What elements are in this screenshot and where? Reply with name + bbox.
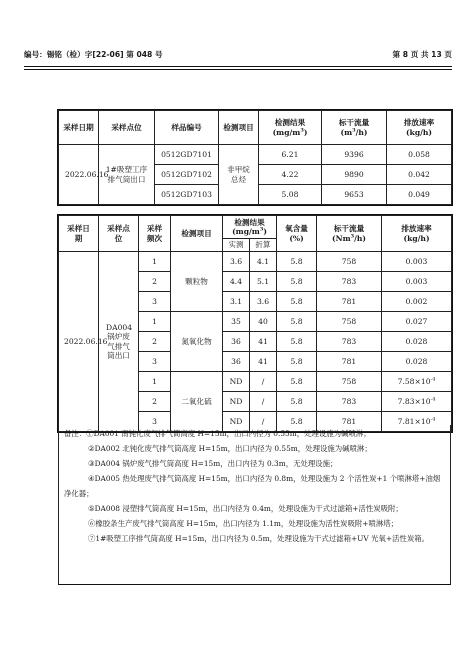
oxygen-value: 5.8 — [277, 412, 317, 432]
measured-value: 35 — [223, 312, 250, 332]
header-rule-thick — [24, 66, 452, 67]
frequency: 1 — [139, 312, 171, 332]
col-converted: 折算 — [250, 239, 277, 252]
frequency: 3 — [139, 412, 171, 432]
oxygen-value: 5.8 — [277, 312, 317, 332]
rate-value: 0.042 — [387, 165, 452, 185]
col-flow: 标干流量 (Nm$^3$/h) — [317, 216, 382, 252]
col-oxygen: 氧含量 (%) — [277, 216, 317, 252]
col-rate: 排放速率 (kg/h) — [387, 111, 452, 145]
frequency: 3 — [139, 292, 171, 312]
rate-value: $7.83\times 10^{-4}$ — [382, 392, 452, 412]
oxygen-value: 5.8 — [277, 352, 317, 372]
col-item: 检测项目 — [219, 111, 259, 145]
col-result: 检测结果 $(mg/m^3)$ — [259, 111, 322, 145]
flow-value: 758 — [317, 252, 382, 272]
remark-line: ⑥橡胶条生产废气排气筒高度 H=15m，出口内径为 1.1m，处理设施为活性炭吸附+喷淋塔； — [88, 519, 398, 528]
measured-value: 3.6 — [223, 252, 250, 272]
page-number: 第 8 页 共 13 页 — [392, 50, 452, 59]
result-value: 5.08 — [259, 185, 322, 205]
col-point: 采样点位 — [99, 111, 155, 145]
flow-value: 758 — [317, 372, 382, 392]
converted-value: 41 — [250, 352, 277, 372]
flow-value: 781 — [317, 412, 382, 432]
remark-line: ③DA004 锅炉废气排气筒高度 H=15m，出口内径为 0.3m，无处理设施； — [88, 459, 338, 468]
col-point: 采样点位 — [99, 216, 139, 252]
frequency: 2 — [139, 272, 171, 292]
oxygen-value: 5.8 — [277, 272, 317, 292]
rate-value: $7.58\times 10^{-4}$ — [382, 372, 452, 392]
oxygen-value: 5.8 — [277, 372, 317, 392]
measured-value: 3.1 — [223, 292, 250, 312]
oxygen-value: 5.8 — [277, 292, 317, 312]
table-header-row — [59, 216, 452, 239]
sample-date: 2022.06.16 — [59, 252, 99, 432]
converted-value: 3.6 — [250, 292, 277, 312]
test-item: 颗粒物 — [171, 252, 223, 312]
rate-value: 0.049 — [387, 185, 452, 205]
frequency: 2 — [139, 332, 171, 352]
col-item: 检测项目 — [171, 216, 223, 252]
flow-value: 783 — [317, 392, 382, 412]
sample-point: DA004锅炉废气排气筒出口 — [99, 252, 139, 432]
measured-value: 36 — [223, 352, 250, 372]
frequency: 3 — [139, 352, 171, 372]
flow-value: 9653 — [322, 185, 387, 205]
flow-value: 781 — [317, 292, 382, 312]
test-item: 非甲烷总烃 — [219, 145, 259, 205]
col-frequency: 采样频次 — [139, 216, 171, 252]
flow-value: 9396 — [322, 145, 387, 165]
flow-value: 758 — [317, 312, 382, 332]
oxygen-value: 5.8 — [277, 252, 317, 272]
rate-value: 0.028 — [382, 352, 452, 372]
converted-value: 40 — [250, 312, 277, 332]
remark-line: ⑤DA008 浸塑排气筒高度 H=15m，出口内径为 0.4m，处理设施为干式过滤箱+活性炭吸附； — [88, 504, 403, 513]
result-value: 4.22 — [259, 165, 322, 185]
sample-id: 0512GD7103 — [155, 185, 219, 205]
flow-value: 783 — [317, 332, 382, 352]
rate-value: 0.003 — [382, 272, 452, 292]
frequency: 2 — [139, 392, 171, 412]
measured-value: 36 — [223, 332, 250, 352]
report-number: 编号：锡铭（检）字[22-06] 第 048 号 — [24, 50, 163, 59]
converted-value: 41 — [250, 332, 277, 352]
rate-value: 0.003 — [382, 252, 452, 272]
sample-id: 0512GD7101 — [155, 145, 219, 165]
header-rule-thin — [24, 69, 452, 70]
table-row — [59, 252, 452, 272]
col-result: 检测结果 $(mg/m^3)$ — [223, 216, 277, 239]
page-header — [24, 49, 452, 63]
rate-value: 0.027 — [382, 312, 452, 332]
rate-value: $7.81\times 10^{-4}$ — [382, 412, 452, 432]
remark-line: ④DA005 热处理废气排气筒高度 H=15m，出口内径为 0.8m，处理设施为 2 个活性炭+1 个喷淋塔+油烟净化器； — [64, 474, 441, 498]
remark-line: 备注：①DA001 南钝化废气排气筒高度 H=15m，出口内径为 0.55m，处理设施为碱喷淋； — [64, 429, 371, 438]
col-rate: 排放速率 (kg/h) — [382, 216, 452, 252]
result-value: 6.21 — [259, 145, 322, 165]
col-sample: 样品编号 — [155, 111, 219, 145]
remarks-section — [58, 425, 451, 585]
measured-value: ND — [223, 412, 250, 432]
col-date: 采样日期 — [59, 216, 99, 252]
measured-value: 4.4 — [223, 272, 250, 292]
converted-value: 5.1 — [250, 272, 277, 292]
sample-point: 1#吸塑工序排气筒出口 — [99, 145, 155, 205]
remark-line: ⑦1#吸塑工序排气筒高度 H=15m，出口内径为 0.5m，处理设施为干式过滤箱+UV 光氧+活性炭箱。 — [88, 534, 429, 543]
frequency: 1 — [139, 252, 171, 272]
nmhc-results-table — [58, 110, 452, 205]
col-date: 采样日期 — [59, 111, 99, 145]
converted-value: 4.1 — [250, 252, 277, 272]
measured-value: ND — [223, 372, 250, 392]
sample-id: 0512GD7102 — [155, 165, 219, 185]
boiler-emission-table — [58, 215, 452, 432]
remark-line: ②DA002 北钝化废气排气筒高度 H=15m，出口内径为 0.55m，处理设施为碱喷淋； — [88, 444, 372, 453]
col-flow: 标干流量 $(m^3/h)$ — [322, 111, 387, 145]
flow-value: 781 — [317, 352, 382, 372]
converted-value: / — [250, 372, 277, 392]
flow-value: 783 — [317, 272, 382, 292]
measured-value: ND — [223, 392, 250, 412]
test-item: 氮氧化物 — [171, 312, 223, 372]
oxygen-value: 5.8 — [277, 332, 317, 352]
col-measured: 实测 — [223, 239, 250, 252]
sample-date: 2022.06.16 — [59, 145, 99, 205]
flow-value: 9890 — [322, 165, 387, 185]
rate-value: 0.028 — [382, 332, 452, 352]
table-row — [59, 145, 452, 165]
oxygen-value: 5.8 — [277, 392, 317, 412]
rate-value: 0.002 — [382, 292, 452, 312]
test-item: 二氧化硫 — [171, 372, 223, 432]
frequency: 1 — [139, 372, 171, 392]
rate-value: 0.058 — [387, 145, 452, 165]
converted-value: / — [250, 392, 277, 412]
table-header-row — [59, 111, 452, 145]
converted-value: / — [250, 412, 277, 432]
